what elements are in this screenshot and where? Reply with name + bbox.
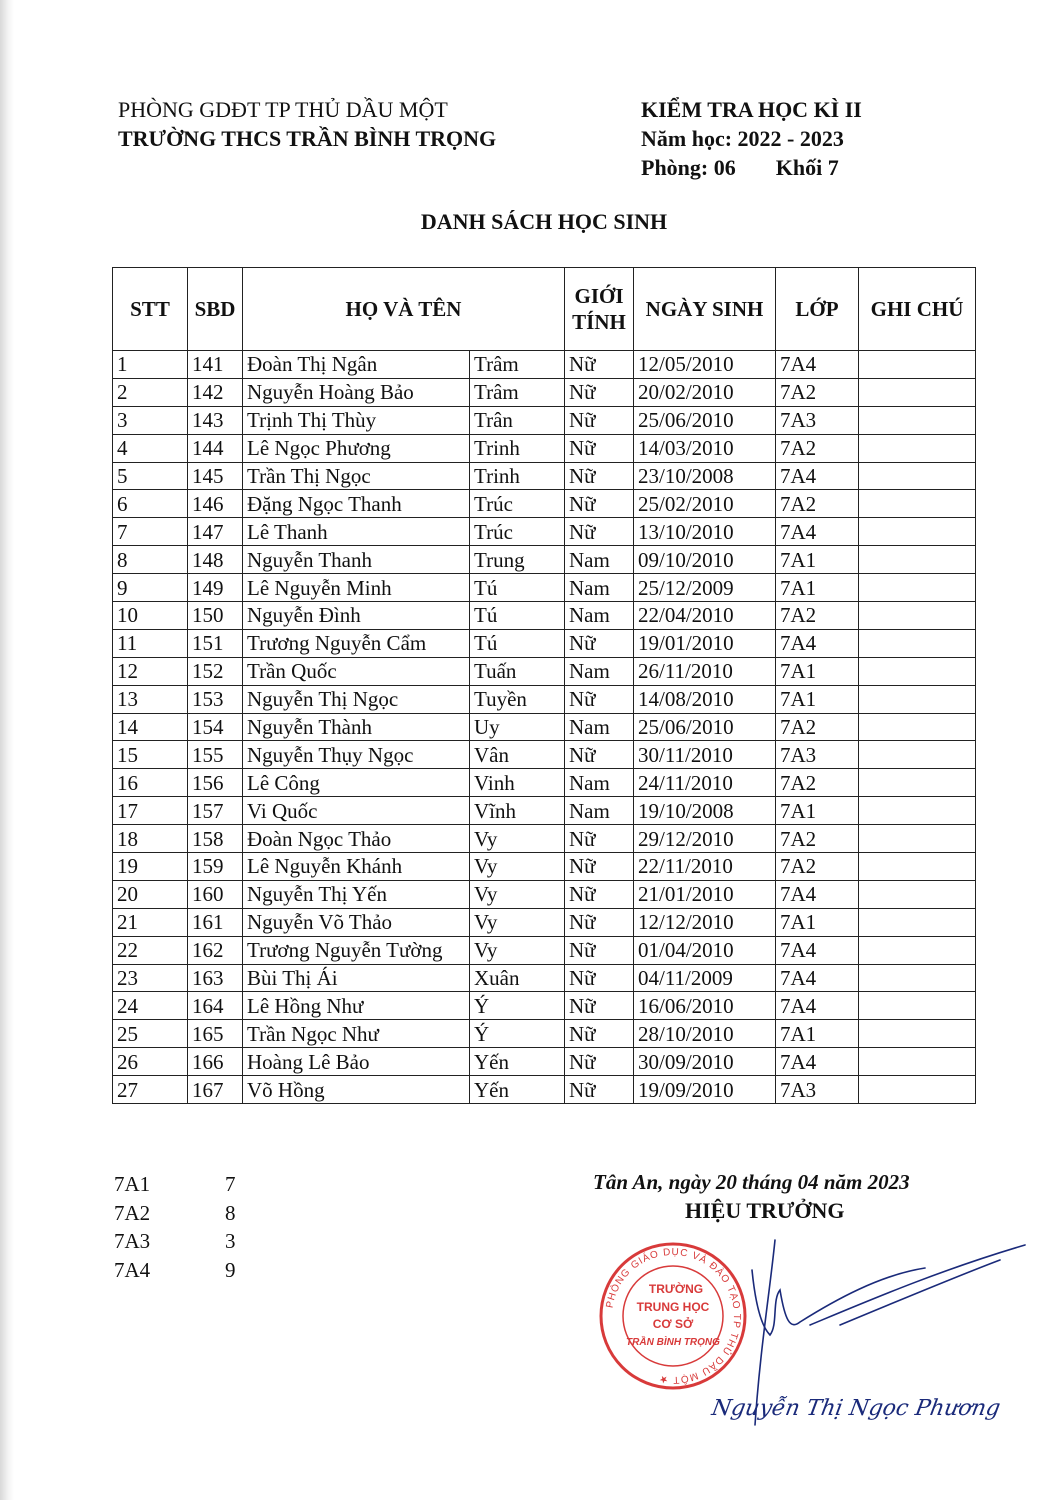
- cell-first: Trúc: [470, 518, 565, 546]
- cell-class: 7A4: [776, 880, 859, 908]
- cell-dob: 01/04/2010: [634, 936, 776, 964]
- cell-sbd: 149: [188, 574, 243, 602]
- cell-first: Vy: [470, 880, 565, 908]
- school-name: TRƯỜNG THCS TRẦN BÌNH TRỌNG: [118, 126, 497, 151]
- cell-gender: Nữ: [565, 434, 634, 462]
- cell-class: 7A2: [776, 853, 859, 881]
- cell-dob: 04/11/2009: [634, 964, 776, 992]
- cell-class: 7A3: [776, 406, 859, 434]
- cell-gender: Nam: [565, 769, 634, 797]
- cell-stt: 6: [113, 490, 188, 518]
- cell-first: Yến: [470, 1076, 565, 1104]
- cell-stt: 17: [113, 797, 188, 825]
- cell-last: Trần Quốc: [243, 657, 470, 685]
- svg-text:TRUNG HỌC: TRUNG HỌC: [636, 1300, 710, 1314]
- summary-count: 8: [225, 1200, 236, 1225]
- cell-stt: 13: [113, 685, 188, 713]
- cell-last: Bùi Thị Ái: [243, 964, 470, 992]
- svg-text:CƠ SỞ: CƠ SỞ: [652, 1317, 694, 1331]
- cell-note: [859, 992, 976, 1020]
- cell-sbd: 153: [188, 685, 243, 713]
- cell-stt: 20: [113, 880, 188, 908]
- cell-sbd: 163: [188, 964, 243, 992]
- signature-role: HIỆU TRƯỞNG: [685, 1198, 845, 1223]
- cell-last: Đoàn Thị Ngân: [243, 351, 470, 379]
- col-header-class: LỚP: [776, 268, 859, 351]
- cell-last: Nguyễn Đình: [243, 602, 470, 630]
- col-header-stt: STT: [113, 268, 188, 351]
- cell-dob: 19/10/2008: [634, 797, 776, 825]
- cell-first: Vĩnh: [470, 797, 565, 825]
- table-row: [113, 546, 976, 574]
- cell-dob: 09/10/2010: [634, 546, 776, 574]
- col-header-gender: [565, 268, 634, 351]
- col-header-sbd: SBD: [188, 268, 243, 351]
- cell-stt: 12: [113, 657, 188, 685]
- cell-sbd: 161: [188, 908, 243, 936]
- cell-stt: 9: [113, 574, 188, 602]
- room-grade-line: [641, 153, 862, 182]
- cell-gender: Nữ: [565, 406, 634, 434]
- cell-last: Trịnh Thị Thùy: [243, 406, 470, 434]
- cell-class: 7A4: [776, 462, 859, 490]
- cell-note: [859, 574, 976, 602]
- cell-dob: 16/06/2010: [634, 992, 776, 1020]
- cell-dob: 19/09/2010: [634, 1076, 776, 1104]
- cell-sbd: 154: [188, 713, 243, 741]
- cell-last: Trần Thị Ngọc: [243, 462, 470, 490]
- cell-stt: 23: [113, 964, 188, 992]
- cell-note: [859, 741, 976, 769]
- cell-gender: Nữ: [565, 629, 634, 657]
- cell-note: [859, 462, 976, 490]
- student-table: [112, 267, 976, 1104]
- cell-stt: 21: [113, 908, 188, 936]
- cell-first: Trinh: [470, 434, 565, 462]
- cell-dob: 22/11/2010: [634, 853, 776, 881]
- cell-sbd: 142: [188, 378, 243, 406]
- cell-gender: Nữ: [565, 992, 634, 1020]
- cell-first: Tú: [470, 602, 565, 630]
- cell-note: [859, 490, 976, 518]
- cell-note: [859, 518, 976, 546]
- cell-gender: Nữ: [565, 1020, 634, 1048]
- signer-name: Nguyễn Thị Ngọc Phương: [709, 1396, 1003, 1421]
- cell-note: [859, 713, 976, 741]
- cell-last: Hoàng Lê Bảo: [243, 1048, 470, 1076]
- cell-sbd: 144: [188, 434, 243, 462]
- table-row: [113, 518, 976, 546]
- cell-sbd: 143: [188, 406, 243, 434]
- student-rows: [113, 351, 976, 1104]
- cell-first: Tuấn: [470, 657, 565, 685]
- summary-count: 9: [225, 1257, 236, 1282]
- cell-gender: Nữ: [565, 964, 634, 992]
- cell-stt: 25: [113, 1020, 188, 1048]
- cell-dob: 14/08/2010: [634, 685, 776, 713]
- cell-class: 7A1: [776, 797, 859, 825]
- cell-dob: 19/01/2010: [634, 629, 776, 657]
- summary-class: 7A1: [114, 1172, 151, 1196]
- cell-sbd: 164: [188, 992, 243, 1020]
- cell-dob: 23/10/2008: [634, 462, 776, 490]
- cell-stt: 24: [113, 992, 188, 1020]
- cell-gender: Nam: [565, 797, 634, 825]
- cell-last: Vi Quốc: [243, 797, 470, 825]
- table-header-row: [113, 268, 976, 351]
- cell-stt: 27: [113, 1076, 188, 1104]
- cell-class: 7A2: [776, 769, 859, 797]
- cell-dob: 12/12/2010: [634, 908, 776, 936]
- cell-sbd: 158: [188, 825, 243, 853]
- summary-row: [114, 1170, 236, 1199]
- cell-stt: 22: [113, 936, 188, 964]
- cell-first: Trinh: [470, 462, 565, 490]
- cell-stt: 18: [113, 825, 188, 853]
- cell-class: 7A4: [776, 518, 859, 546]
- summary-count: 7: [225, 1172, 236, 1196]
- cell-note: [859, 880, 976, 908]
- department-name: PHÒNG GDĐT TP THỦ DẦU MỘT: [118, 97, 448, 122]
- cell-class: 7A4: [776, 1048, 859, 1076]
- cell-sbd: 152: [188, 657, 243, 685]
- cell-stt: 4: [113, 434, 188, 462]
- cell-dob: 25/12/2009: [634, 574, 776, 602]
- cell-first: Xuân: [470, 964, 565, 992]
- cell-gender: Nữ: [565, 1048, 634, 1076]
- table-row: [113, 964, 976, 992]
- cell-dob: 14/03/2010: [634, 434, 776, 462]
- cell-note: [859, 964, 976, 992]
- cell-first: Vinh: [470, 769, 565, 797]
- cell-last: Nguyễn Thành: [243, 713, 470, 741]
- cell-note: [859, 936, 976, 964]
- cell-gender: Nữ: [565, 490, 634, 518]
- cell-stt: 26: [113, 1048, 188, 1076]
- cell-class: 7A4: [776, 964, 859, 992]
- table-row: [113, 769, 976, 797]
- cell-last: Lê Ngọc Phương: [243, 434, 470, 462]
- cell-first: Vân: [470, 741, 565, 769]
- cell-last: Nguyễn Thanh: [243, 546, 470, 574]
- cell-first: Ý: [470, 1020, 565, 1048]
- cell-note: [859, 1048, 976, 1076]
- cell-note: [859, 629, 976, 657]
- cell-note: [859, 685, 976, 713]
- cell-class: 7A3: [776, 1076, 859, 1104]
- table-row: [113, 825, 976, 853]
- table-row: [113, 351, 976, 379]
- cell-sbd: 166: [188, 1048, 243, 1076]
- cell-last: Trương Nguyễn Cẩm: [243, 629, 470, 657]
- exam-room: Phòng: 06: [641, 155, 736, 180]
- cell-gender: Nữ: [565, 825, 634, 853]
- cell-note: [859, 546, 976, 574]
- cell-note: [859, 825, 976, 853]
- cell-first: Vy: [470, 853, 565, 881]
- table-row: [113, 378, 976, 406]
- cell-last: Đặng Ngọc Thanh: [243, 490, 470, 518]
- cell-gender: Nam: [565, 713, 634, 741]
- header-left: [118, 95, 496, 153]
- cell-sbd: 162: [188, 936, 243, 964]
- cell-gender: Nam: [565, 574, 634, 602]
- cell-last: Nguyễn Thụy Ngọc: [243, 741, 470, 769]
- cell-class: 7A4: [776, 629, 859, 657]
- cell-class: 7A4: [776, 936, 859, 964]
- cell-class: 7A1: [776, 546, 859, 574]
- cell-gender: Nữ: [565, 1076, 634, 1104]
- cell-last: Nguyễn Võ Thảo: [243, 908, 470, 936]
- summary-row: [114, 1256, 236, 1285]
- cell-dob: 30/11/2010: [634, 741, 776, 769]
- cell-first: Vy: [470, 936, 565, 964]
- cell-class: 7A4: [776, 351, 859, 379]
- svg-text:TRẦN BÌNH TRỌNG: TRẦN BÌNH TRỌNG: [626, 1337, 720, 1348]
- cell-dob: 26/11/2010: [634, 657, 776, 685]
- cell-dob: 13/10/2010: [634, 518, 776, 546]
- cell-sbd: 148: [188, 546, 243, 574]
- cell-class: 7A2: [776, 713, 859, 741]
- table-row: [113, 992, 976, 1020]
- cell-note: [859, 434, 976, 462]
- cell-gender: Nam: [565, 602, 634, 630]
- cell-dob: 30/09/2010: [634, 1048, 776, 1076]
- cell-class: 7A2: [776, 490, 859, 518]
- cell-class: 7A1: [776, 1020, 859, 1048]
- cell-stt: 19: [113, 853, 188, 881]
- cell-gender: Nữ: [565, 880, 634, 908]
- col-header-dob: NGÀY SINH: [634, 268, 776, 351]
- cell-class: 7A2: [776, 825, 859, 853]
- cell-sbd: 155: [188, 741, 243, 769]
- table-row: [113, 1020, 976, 1048]
- cell-dob: 25/02/2010: [634, 490, 776, 518]
- cell-sbd: 147: [188, 518, 243, 546]
- table-row: [113, 629, 976, 657]
- cell-last: Lê Nguyễn Khánh: [243, 853, 470, 881]
- cell-sbd: 150: [188, 602, 243, 630]
- table-row: [113, 434, 976, 462]
- table-row: [113, 406, 976, 434]
- class-summary: [114, 1170, 236, 1284]
- col-header-name: HỌ VÀ TÊN: [243, 268, 565, 351]
- cell-last: Lê Công: [243, 769, 470, 797]
- cell-gender: Nữ: [565, 741, 634, 769]
- cell-last: Trương Nguyễn Tường: [243, 936, 470, 964]
- cell-sbd: 141: [188, 351, 243, 379]
- table-row: [113, 657, 976, 685]
- cell-class: 7A1: [776, 574, 859, 602]
- cell-last: Lê Thanh: [243, 518, 470, 546]
- summary-row: [114, 1227, 236, 1256]
- cell-class: 7A1: [776, 657, 859, 685]
- header-right: [641, 95, 862, 182]
- cell-gender: Nam: [565, 657, 634, 685]
- svg-text:TRƯỜNG: TRƯỜNG: [648, 1282, 704, 1296]
- cell-last: Lê Nguyễn Minh: [243, 574, 470, 602]
- cell-stt: 11: [113, 629, 188, 657]
- cell-dob: 12/05/2010: [634, 351, 776, 379]
- cell-last: Đoàn Ngọc Thảo: [243, 825, 470, 853]
- summary-class: 7A4: [114, 1257, 151, 1282]
- cell-gender: Nữ: [565, 908, 634, 936]
- table-row: [113, 685, 976, 713]
- cell-first: Trâm: [470, 351, 565, 379]
- cell-stt: 2: [113, 378, 188, 406]
- cell-stt: 3: [113, 406, 188, 434]
- grade-level: Khối 7: [775, 155, 839, 180]
- table-row: [113, 490, 976, 518]
- document-title: DANH SÁCH HỌC SINH: [420, 209, 668, 234]
- cell-gender: Nữ: [565, 853, 634, 881]
- cell-stt: 1: [113, 351, 188, 379]
- cell-dob: 21/01/2010: [634, 880, 776, 908]
- cell-stt: 10: [113, 602, 188, 630]
- cell-first: Vy: [470, 825, 565, 853]
- cell-dob: 25/06/2010: [634, 713, 776, 741]
- summary-row: [114, 1199, 236, 1228]
- cell-dob: 24/11/2010: [634, 769, 776, 797]
- cell-sbd: 160: [188, 880, 243, 908]
- cell-first: Tuyền: [470, 685, 565, 713]
- cell-class: 7A1: [776, 908, 859, 936]
- cell-dob: 25/06/2010: [634, 406, 776, 434]
- cell-first: Trúc: [470, 490, 565, 518]
- cell-stt: 8: [113, 546, 188, 574]
- cell-note: [859, 351, 976, 379]
- table-row: [113, 1076, 976, 1104]
- cell-note: [859, 769, 976, 797]
- cell-stt: 15: [113, 741, 188, 769]
- table-row: [113, 741, 976, 769]
- cell-last: Võ Hồng: [243, 1076, 470, 1104]
- cell-first: Yến: [470, 1048, 565, 1076]
- cell-dob: 20/02/2010: [634, 378, 776, 406]
- cell-class: 7A2: [776, 602, 859, 630]
- cell-class: 7A4: [776, 992, 859, 1020]
- cell-sbd: 146: [188, 490, 243, 518]
- table-row: [113, 908, 976, 936]
- cell-gender: Nữ: [565, 462, 634, 490]
- exam-title: KIỂM TRA HỌC KÌ II: [641, 97, 862, 122]
- cell-note: [859, 406, 976, 434]
- cell-first: Trung: [470, 546, 565, 574]
- cell-class: 7A2: [776, 434, 859, 462]
- col-header-gender-line1: GIỚI: [574, 284, 624, 308]
- cell-stt: 14: [113, 713, 188, 741]
- summary-class: 7A3: [114, 1229, 151, 1253]
- cell-note: [859, 657, 976, 685]
- cell-gender: Nữ: [565, 351, 634, 379]
- cell-last: Nguyễn Hoàng Bảo: [243, 378, 470, 406]
- cell-gender: Nữ: [565, 518, 634, 546]
- cell-class: 7A3: [776, 741, 859, 769]
- table-row: [113, 602, 976, 630]
- cell-gender: Nam: [565, 546, 634, 574]
- table-row: [113, 574, 976, 602]
- table-row: [113, 1048, 976, 1076]
- table-row: [113, 713, 976, 741]
- cell-note: [859, 602, 976, 630]
- cell-note: [859, 1020, 976, 1048]
- table-row: [113, 797, 976, 825]
- cell-last: Lê Hồng Như: [243, 992, 470, 1020]
- cell-note: [859, 853, 976, 881]
- cell-note: [859, 378, 976, 406]
- cell-sbd: 165: [188, 1020, 243, 1048]
- cell-dob: 28/10/2010: [634, 1020, 776, 1048]
- cell-class: 7A2: [776, 378, 859, 406]
- cell-note: [859, 797, 976, 825]
- cell-gender: Nữ: [565, 685, 634, 713]
- cell-last: Trần Ngọc Như: [243, 1020, 470, 1048]
- cell-last: Nguyễn Thị Yến: [243, 880, 470, 908]
- cell-sbd: 157: [188, 797, 243, 825]
- cell-gender: Nữ: [565, 378, 634, 406]
- table-row: [113, 936, 976, 964]
- cell-first: Uy: [470, 713, 565, 741]
- cell-first: Trâm: [470, 378, 565, 406]
- cell-sbd: 145: [188, 462, 243, 490]
- col-header-note: GHI CHÚ: [859, 268, 976, 351]
- signature-place-date: Tân An, ngày 20 tháng 04 năm 2023: [593, 1170, 910, 1194]
- cell-note: [859, 1076, 976, 1104]
- cell-first: Tú: [470, 629, 565, 657]
- col-header-gender-line2: TÍNH: [572, 310, 626, 334]
- cell-sbd: 159: [188, 853, 243, 881]
- cell-first: Trân: [470, 406, 565, 434]
- cell-stt: 7: [113, 518, 188, 546]
- cell-last: Nguyễn Thị Ngọc: [243, 685, 470, 713]
- cell-first: Ý: [470, 992, 565, 1020]
- cell-stt: 16: [113, 769, 188, 797]
- cell-first: Vy: [470, 908, 565, 936]
- table-row: [113, 880, 976, 908]
- cell-class: 7A1: [776, 685, 859, 713]
- cell-sbd: 167: [188, 1076, 243, 1104]
- cell-stt: 5: [113, 462, 188, 490]
- cell-sbd: 156: [188, 769, 243, 797]
- svg-text:PHÒNG GIÁO DỤC VÀ ĐÀO TẠO TP T: PHÒNG GIÁO DỤC VÀ ĐÀO TẠO TP THỦ DẦU MỘT ★: [604, 1246, 743, 1386]
- cell-dob: 29/12/2010: [634, 825, 776, 853]
- table-row: [113, 462, 976, 490]
- table-row: [113, 853, 976, 881]
- cell-gender: Nữ: [565, 936, 634, 964]
- cell-first: Tú: [470, 574, 565, 602]
- cell-note: [859, 908, 976, 936]
- cell-dob: 22/04/2010: [634, 602, 776, 630]
- school-year: Năm học: 2022 - 2023: [641, 126, 844, 151]
- summary-count: 3: [225, 1229, 236, 1253]
- cell-sbd: 151: [188, 629, 243, 657]
- summary-class: 7A2: [114, 1200, 151, 1225]
